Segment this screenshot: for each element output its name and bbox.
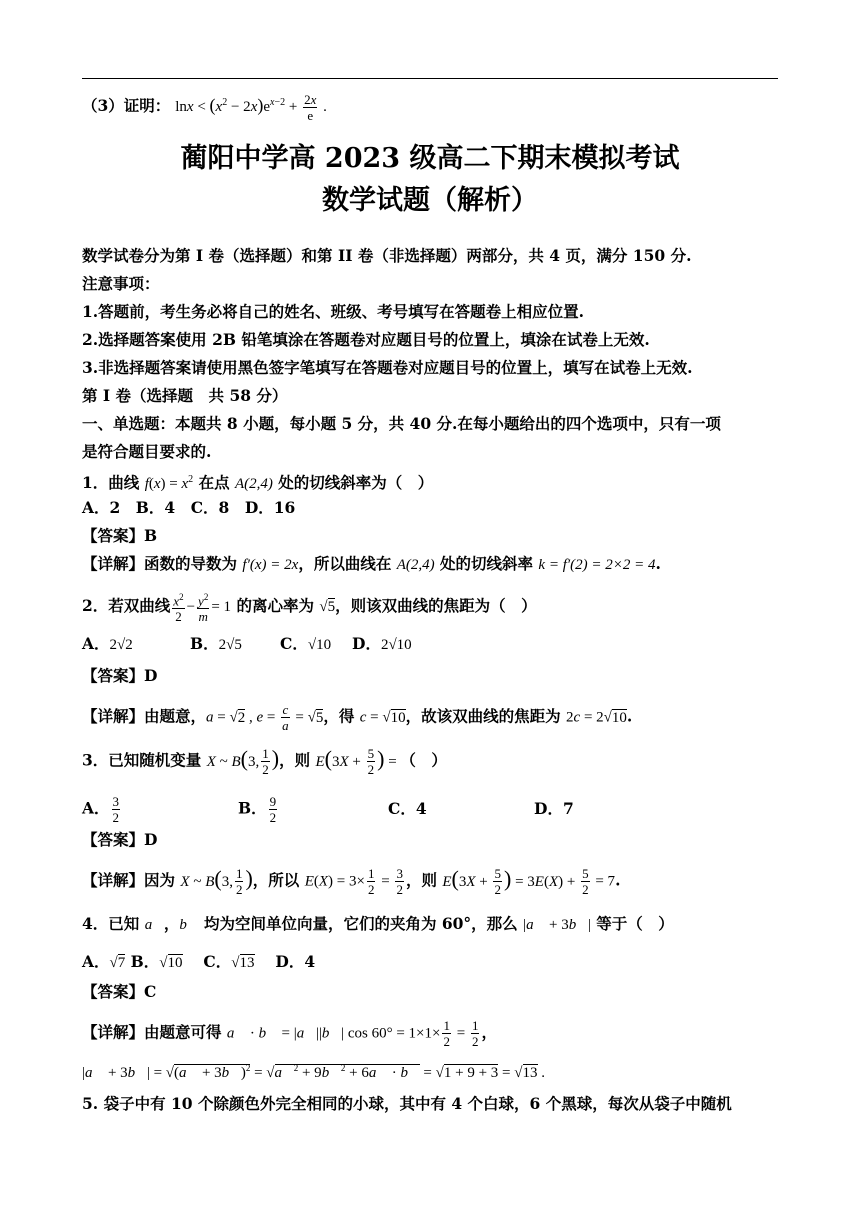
q4-answer: 【答案】C xyxy=(82,982,157,1001)
q2-detail: 【详解】由题意，a = √2 , e = $\frac{c}{a}$ = √5，得 c = √10，故该双曲线的焦距为 2c = 2√10. xyxy=(82,702,633,733)
q4-detail: 【详解】由题意可得 a⃗ · b⃗ = |a⃗||b⃗| cos 60° = 1×1× $\frac{1}{2}$ = $\frac{1}{2}$ ， xyxy=(82,1018,497,1049)
part1-instruction-b: 是符合题目要求的. xyxy=(82,442,212,461)
q3-proof-line xyxy=(82,92,327,123)
q3-options: A． $\frac{3}{2}$ B． $\frac{9}{2}$ C．4 D．7 xyxy=(82,794,574,825)
q2-frac-x: $\frac{x^2}{2}$ xyxy=(173,592,184,625)
note-3: 3.非选择题答案请使用黑色签字笔填写在答题卷对应题目号的位置上，填写在试卷上无效. xyxy=(82,358,693,377)
note-1: 1.答题前，考生务必将自己的姓名、班级、考号填写在答题卷上相应位置. xyxy=(82,302,585,321)
q4-detail-continued: |a⃗ + 3b⃗| = √(a⃗ + 3b⃗)$^2$ = √a⃗$^2$ + 9b⃗$^2$ + 6a⃗ · b⃗ = √1 + 9 + 3 = √13 . xyxy=(82,1063,545,1081)
part1-instruction-a: 一、单选题：本题共 8 小题，每小题 5 分，共 40 分.在每小题给出的四个选项中，只有一项 xyxy=(82,414,721,433)
q5-stem: 5. 袋子中有 10 个除颜色外完全相同的小球，其中有 4 个白球，6 个黑球，每次从袋子中随机 xyxy=(82,1094,732,1113)
q3-label: （3）证明： xyxy=(82,95,171,115)
q1-answer: 【答案】B xyxy=(82,526,158,545)
notice-title: 注意事项： xyxy=(82,274,160,293)
intro-summary: 数学试卷分为第 I 卷（选择题）和第 II 卷（非选择题）两部分，共 4 页，满分 150 分. xyxy=(82,246,692,265)
q1-options: A．2 B．4 C．8 D．16 xyxy=(82,498,296,517)
q3-detail: 【详解】因为 X ~ B(3, $\frac{1}{2}$ )，所以 E(X) = 3× $\frac{1}{2}$ = $\frac{3}{2}$ ，则 E(3X + $\frac{5}{2}$ ) = 3E(X) + $\frac{5}{2}$ = 7. xyxy=(82,865,621,897)
q4-options: A．√7 B．√10 C．√13 D．4 xyxy=(82,952,316,971)
q2-frac-y: $\frac{y^2}{m}$ xyxy=(198,592,209,625)
q3-answer: 【答案】D xyxy=(82,830,158,849)
q1-function: $f(x) = x^2$ xyxy=(144,474,194,492)
note-2: 2.选择题答案使用 2B 铅笔填涂在答题卷对应题目号的位置上，填涂在试卷上无效. xyxy=(82,330,650,349)
q3-stem: 3．已知随机变量 X ~ B(3, $\frac{1}{2}$ )，则 E(3X + $\frac{5}{2}$ ) = （ ） xyxy=(82,745,447,777)
q1-stem: 1．曲线 $f(x) = x^2$ 在点 A(2,4) 处的切线斜率为（ ） xyxy=(82,473,434,492)
header-rule xyxy=(82,78,778,79)
q3-formula: $\ln x < (x^2 - 2x)e^{x-2}$ + $\frac{2x}{e}$ . xyxy=(175,92,327,123)
q4-stem: 4．已知 a⃗，b⃗ 均为空间单位向量，它们的夹角为 60°，那么 |a⃗ + 3b⃗| 等于（ ） xyxy=(82,914,674,933)
q2-eccentricity: √5 xyxy=(319,599,336,616)
section-heading: 第 I 卷（选择题 共 58 分） xyxy=(82,386,288,405)
page-subtitle: 数学试题（解析） xyxy=(322,185,538,216)
q2-options: A．2√2 B．2√5 C．√10 D．2√10 xyxy=(82,634,412,653)
q1-detail: 【详解】函数的导数为 f′(x) = 2x，所以曲线在 A(2,4) 处的切线斜率 k = f′(2) = 2×2 = 4. xyxy=(82,554,661,573)
page-title: 蔺阳中学高 2023 级高二下期末模拟考试 xyxy=(180,143,680,174)
q2-stem: 2．若双曲线 $\frac{x^2}{2}$ − $\frac{y^2}{m}$ = 1 的离心率为 √5，则该双曲线的焦距为（ ） xyxy=(82,592,537,625)
q2-answer: 【答案】D xyxy=(82,666,158,685)
